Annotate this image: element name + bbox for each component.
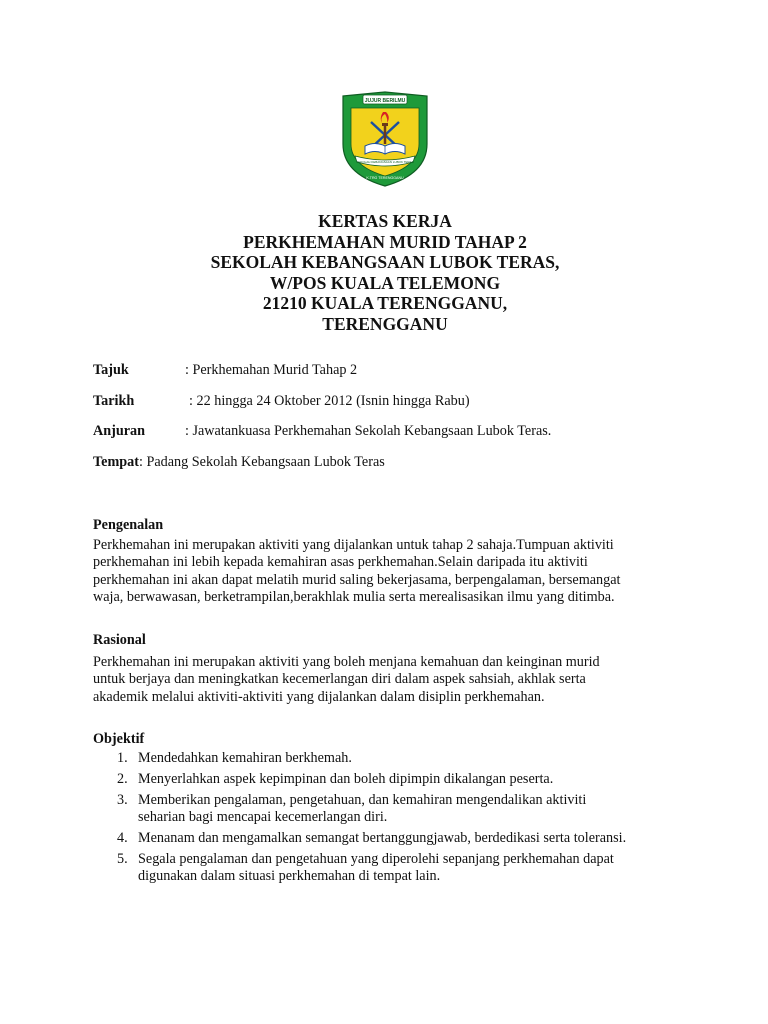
rasional-line: untuk berjaya dan meningkatkan kecemerlangan diri dalam aspek sahsiah, akhlak serta	[93, 671, 586, 688]
tempat-label: Tempat	[93, 454, 139, 470]
rasional-line: akademik melalui aktiviti-aktiviti yang dijalankan dalam disiplin perkhemahan.	[93, 688, 545, 705]
meta-row-tempat	[93, 453, 385, 471]
meta-row-tajuk	[93, 361, 358, 379]
pengenalan-heading: Pengenalan	[93, 517, 164, 533]
title-line-3: SEKOLAH KEBANGSAAN LUBOK TERAS,	[210, 252, 560, 273]
list-item-text: Memberikan pengalaman, pengetahuan, dan kemahiran mengendalikan aktiviti	[138, 792, 587, 808]
list-item-number: 1.	[117, 750, 128, 766]
title-line-5: 21210 KUALA TERENGGANU,	[262, 293, 508, 314]
list-item-text: digunakan dalam situasi perkhemahan di tempat lain.	[138, 868, 441, 884]
list-item-text: Menanam dan mengamalkan semangat bertanggungjawab, berdedikasi serta toleransi.	[138, 830, 627, 846]
title-line-1: KERTAS KERJA	[318, 211, 452, 231]
pengenalan-line: Perkhemahan ini merupakan aktiviti yang dijalankan untuk tahap 2 sahaja.Tumpuan aktiviti	[93, 537, 614, 553]
meta-row-anjuran	[93, 422, 552, 440]
list-item	[93, 771, 693, 788]
pengenalan-paragraph	[93, 537, 673, 606]
pengenalan-line: waja, berwawasan, berketrampilan,berakhlak mulia serta merealisasikan ilmu yang ditimba.	[93, 588, 615, 605]
pengenalan-line: perkhemahan ini akan dapat melatih murid saling bekerjasama, berpengalaman, bersemangat	[93, 571, 621, 588]
list-item-number: 3.	[117, 792, 128, 808]
tajuk-label: Tajuk	[93, 362, 129, 378]
crest-bottom-text: K.TRG TERENGGANU	[366, 176, 404, 180]
anjuran-value: : Jawatankuasa Perkhemahan Sekolah Kebangsaan Lubok Teras.	[185, 423, 552, 439]
tarikh-value: : 22 hingga 24 Oktober 2012 (Isnin hingga Rabu)	[189, 393, 470, 409]
document-title	[0, 211, 768, 335]
tajuk-value: : Perkhemahan Murid Tahap 2	[185, 362, 358, 378]
rasional-line: Perkhemahan ini merupakan aktiviti yang boleh menjana kemahuan dan keinginan murid	[93, 654, 600, 670]
tarikh-label: Tarikh	[93, 393, 135, 409]
list-item	[93, 830, 693, 847]
anjuran-label: Anjuran	[93, 423, 146, 439]
crest-top-text: JUJUR BERILMU	[364, 98, 406, 104]
rasional-heading: Rasional	[93, 632, 146, 648]
list-item-text: seharian bagi mencapai kecemerlangan diri.	[138, 809, 388, 825]
list-item-number: 2.	[117, 771, 128, 787]
rasional-paragraph	[93, 654, 673, 706]
title-line-2: PERKHEMAHAN MURID TAHAP 2	[243, 231, 527, 252]
school-crest-logo	[335, 86, 435, 190]
objektif-list	[93, 750, 693, 885]
list-item-text: Menyerlahkan aspek kepimpinan dan boleh dipimpin dikalangan peserta.	[138, 771, 554, 787]
title-line-4: W/POS KUALA TELEMONG	[269, 272, 501, 293]
list-item-text: Segala pengalaman dan pengetahuan yang diperolehi sepanjang perkhemahan dapat	[138, 851, 614, 867]
list-item	[93, 792, 693, 826]
pengenalan-line: perkhemahan ini lebih kepada kemahiran asas perkhemahan.Selain daripada itu aktiviti	[93, 554, 588, 571]
list-item	[93, 750, 693, 767]
title-line-6: TERENGGANU	[322, 313, 448, 334]
crest-ribbon-text: SEKOLAH KEBANGSAAN LUBOK TERAS	[356, 160, 414, 164]
list-item	[93, 851, 693, 885]
tempat-value: : Padang Sekolah Kebangsaan Lubok Teras	[138, 454, 385, 470]
meta-row-tarikh	[93, 392, 470, 410]
list-item-text: Mendedahkan kemahiran berkhemah.	[138, 750, 352, 766]
list-item-number: 4.	[117, 830, 128, 846]
list-item-number: 5.	[117, 851, 128, 867]
objektif-heading: Objektif	[93, 731, 145, 747]
